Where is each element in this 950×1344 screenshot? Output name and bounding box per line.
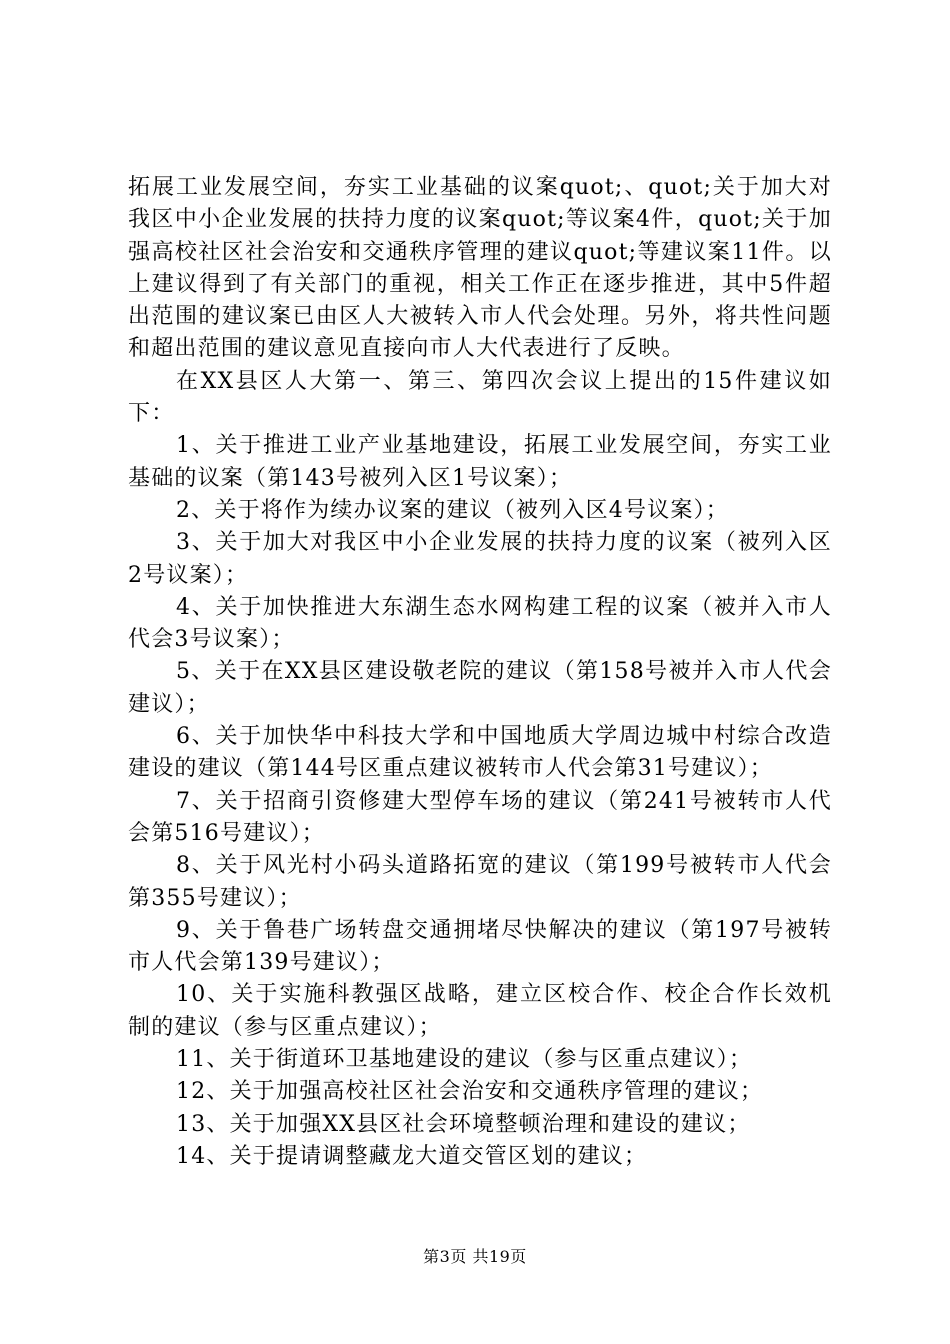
list-item-10: 10、关于实施科教强区战略，建立区校合作、校企合作长效机制的建议（参与区重点建议）； — [128, 982, 832, 1040]
list-item-13: 13、关于加强XX县区社会环境整顿治理和建设的建议； — [176, 1111, 751, 1137]
document-body — [128, 172, 832, 1173]
continued-paragraph: 拓展工业发展空间，夯实工业基础的议案quot;、quot;关于加大对我区中小企业发展的扶持力度的议案quot;等议案4件，quot;关于加强高校社区社会治安和交通秩序管理的建议quot;等建议案11件。以上建议得到了有关部门的重视，相关工作正在逐步推进，其中5件超出范围的建议案已由区人大被转入市人代会处理。另外，将共性问题和超出范围的建议意见直接向市人大代表进行了反映。 — [128, 175, 832, 362]
list-item-11: 11、关于街道环卫基地建设的建议（参与区重点建议）； — [176, 1047, 753, 1073]
list-item-8: 8、关于风光村小码头道路拓宽的建议（第199号被转市人代会第355号建议）； — [128, 853, 832, 911]
list-item-9: 9、关于鲁巷广场转盘交通拥堵尽快解决的建议（第197号被转市人代会第139号建议）； — [128, 917, 832, 976]
list-item-5: 5、关于在XX县区建设敬老院的建议（第158号被并入市人代会建议）； — [128, 659, 832, 717]
list-item-2: 2、关于将作为续办议案的建议（被列入区4号议案）； — [176, 497, 729, 523]
page-number-label: 第3页 共19页 — [423, 1247, 527, 1266]
list-intro-paragraph: 在XX县区人大第一、第三、第四次会议上提出的15件建议如下： — [128, 368, 832, 427]
list-item-3: 3、关于加大对我区中小企业发展的扶持力度的议案（被列入区2号议案）； — [128, 530, 832, 588]
list-item-7: 7、关于招商引资修建大型停车场的建议（第241号被转市人代会第516号建议）； — [128, 788, 832, 846]
list-item-1: 1、关于推进工业产业基地建设，拓展工业发展空间，夯实工业基础的议案（第143号被列入区1号议案）； — [128, 433, 832, 491]
list-item-14: 14、关于提请调整藏龙大道交管区划的建议； — [176, 1143, 648, 1169]
page-footer — [0, 1244, 950, 1267]
list-item-12: 12、关于加强高校社区社会治安和交通秩序管理的建议； — [176, 1079, 764, 1105]
list-item-4: 4、关于加快推进大东湖生态水网构建工程的议案（被并入市人代会3号议案）； — [128, 594, 832, 653]
list-item-6: 6、关于加快华中科技大学和中国地质大学周边城中村综合改造建设的建议（第144号区重点建议被转市人代会第31号建议）； — [128, 724, 832, 782]
